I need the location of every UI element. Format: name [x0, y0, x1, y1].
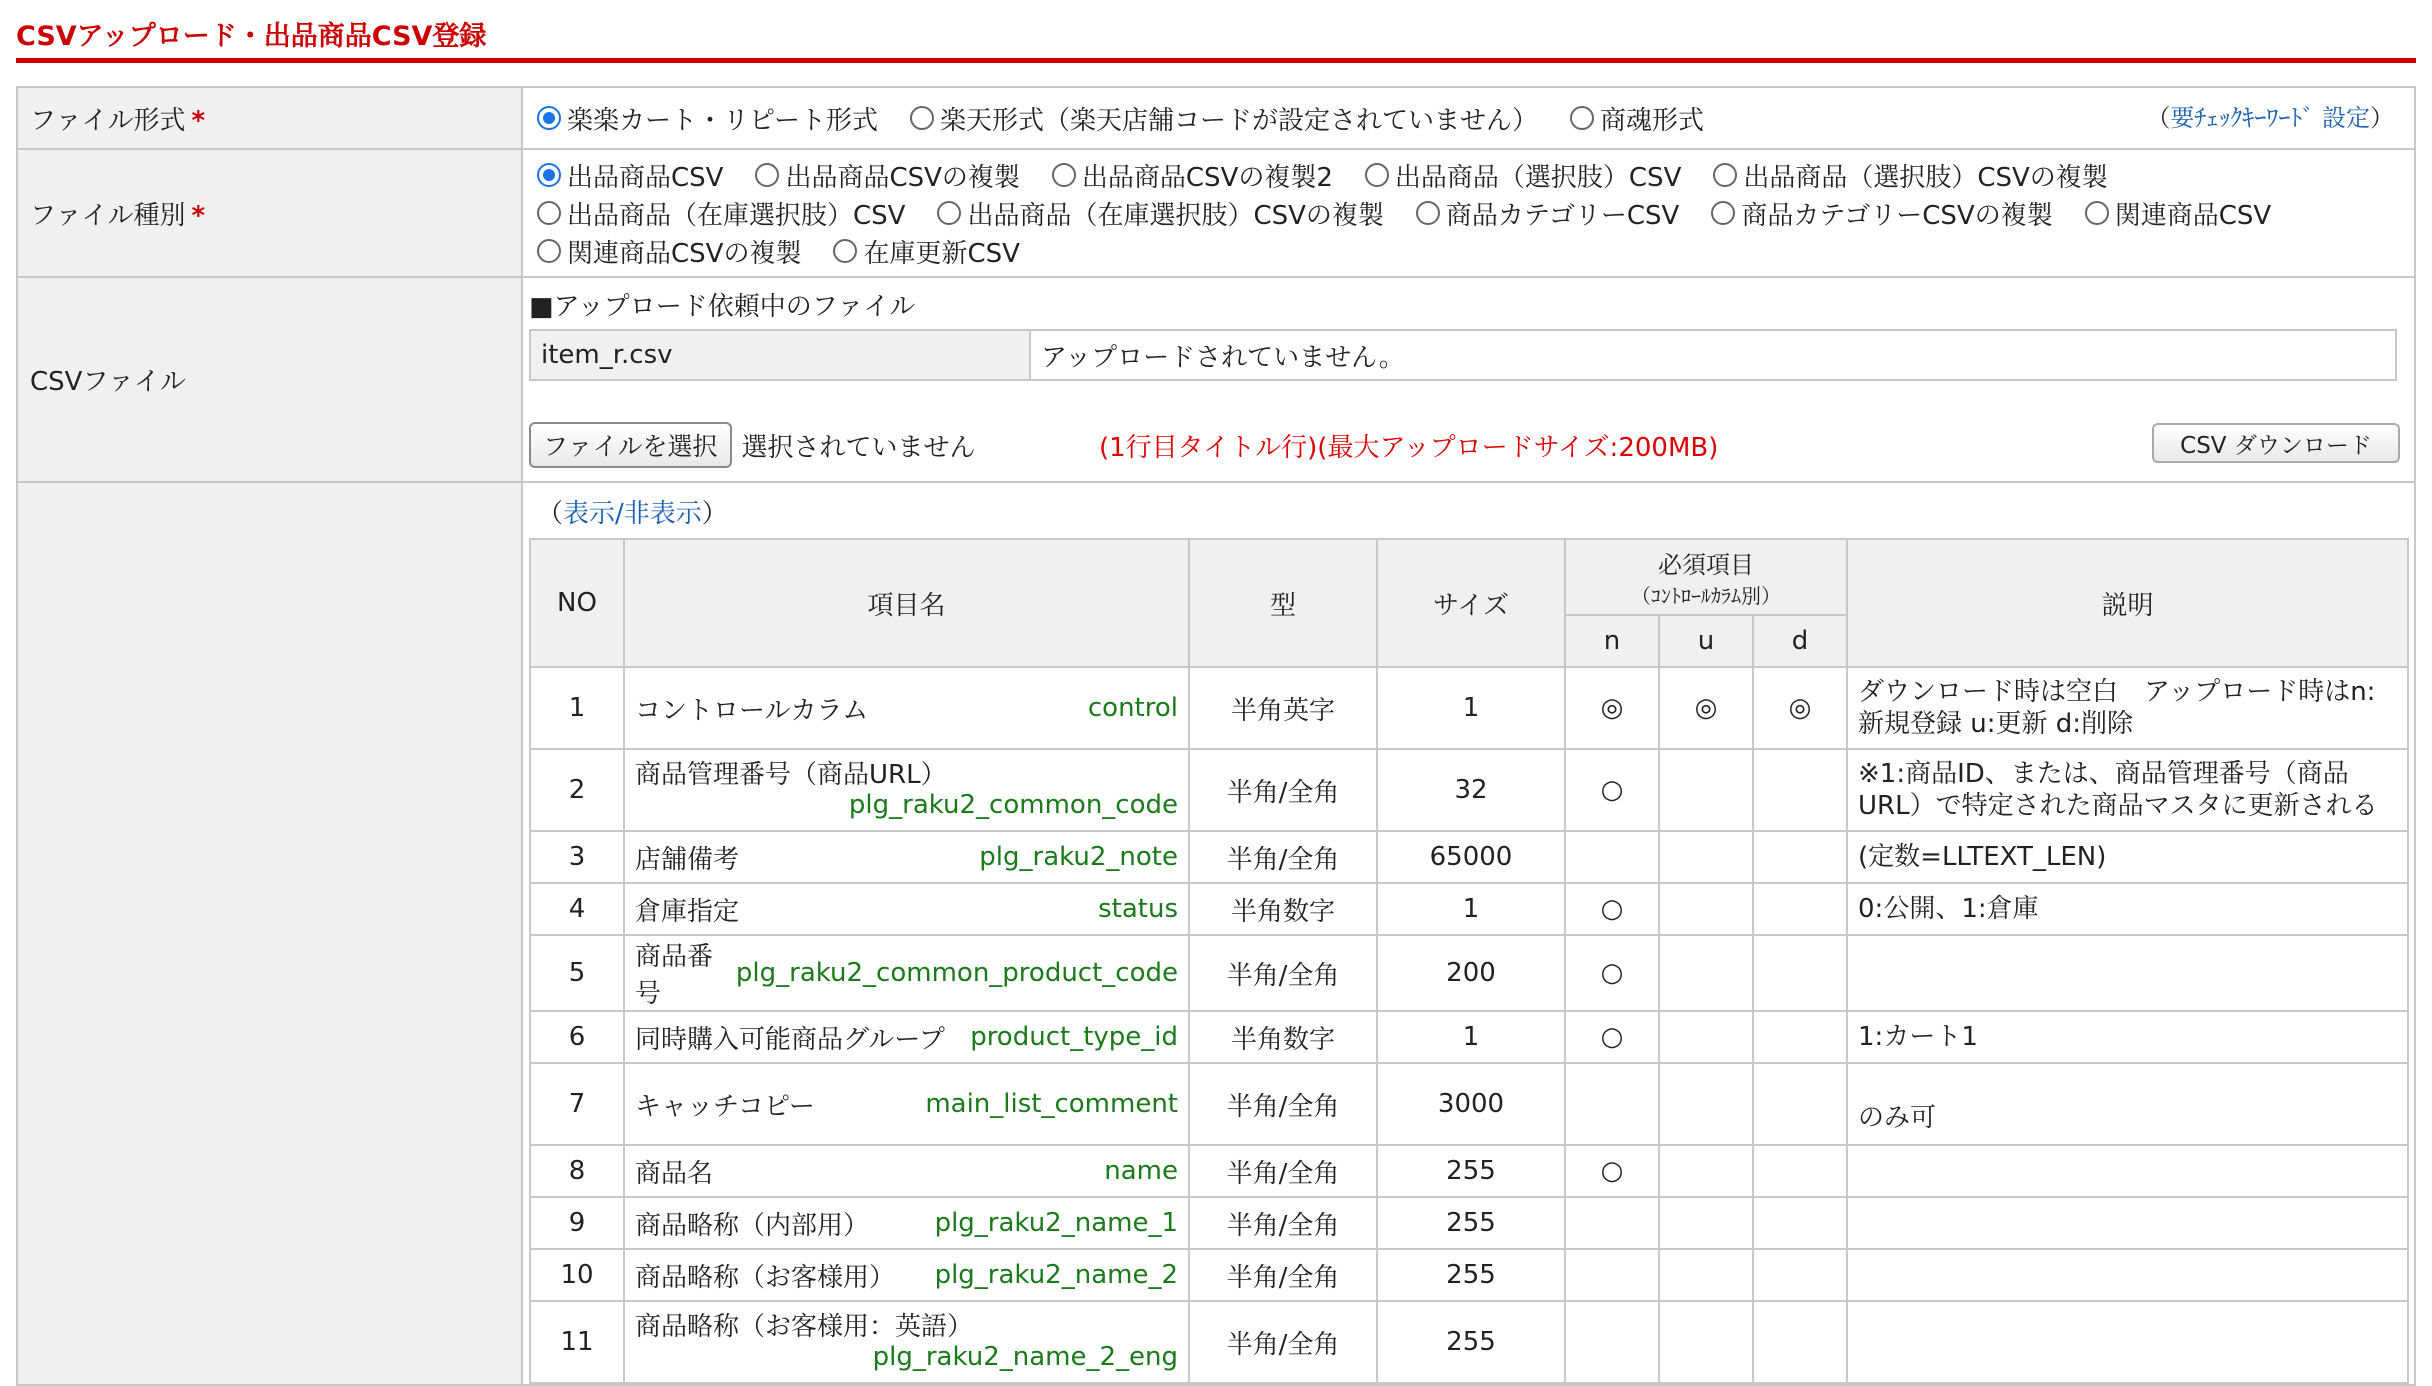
row-item-name	[624, 1145, 1189, 1197]
table-row	[530, 667, 2408, 749]
header-d: d	[1753, 615, 1847, 667]
radio-icon[interactable]	[910, 106, 934, 130]
row-size: 65000	[1377, 831, 1565, 883]
row-no: 8	[530, 1145, 624, 1197]
row-description	[1847, 1145, 2408, 1197]
row-required-d	[1753, 935, 1847, 1011]
file-type-option-stock-choice-csv[interactable]	[537, 195, 905, 232]
csv-file-label: CSVファイル	[17, 277, 522, 482]
pending-file-status: アップロードされていません。	[1030, 330, 2396, 380]
row-required-n: ◎	[1565, 667, 1659, 749]
row-no: 11	[530, 1301, 624, 1383]
file-chooser-row	[529, 421, 2406, 469]
row-description	[1847, 935, 2408, 1011]
row-no: 5	[530, 935, 624, 1011]
row-description: ※1:商品ID、または、商品管理番号（商品URL）で特定された商品マスタに更新される	[1847, 749, 2408, 831]
header-no: NO	[530, 539, 624, 667]
row-required-u	[1659, 935, 1753, 1011]
row-size: 255	[1377, 1145, 1565, 1197]
row-required-d	[1753, 883, 1847, 935]
radio-selected-icon[interactable]	[537, 106, 561, 130]
csv-download-button[interactable]: CSV ダウンロード	[2152, 423, 2400, 463]
row-required-n: ○	[1565, 935, 1659, 1011]
file-format-option-shokon[interactable]	[1570, 100, 1704, 137]
item-label: コントロールカラム	[635, 695, 869, 726]
option-label: 楽楽カート・リピート形式	[567, 105, 878, 136]
radio-icon[interactable]	[1365, 163, 1389, 187]
option-label: 出品商品（選択肢）CSV	[1394, 162, 1682, 193]
row-item-name	[624, 1011, 1189, 1063]
pending-heading: ■アップロード依頼中のファイル	[529, 292, 916, 322]
paren-open: （	[537, 499, 564, 529]
file-type-options	[522, 149, 2415, 277]
row-no: 2	[530, 749, 624, 831]
row-required-u	[1659, 749, 1753, 831]
file-type-option-stock-update-csv[interactable]	[833, 233, 1019, 270]
option-label: 出品商品CSV	[567, 162, 724, 193]
row-required-d: ◎	[1753, 667, 1847, 749]
file-format-label-text: ファイル形式	[30, 105, 186, 136]
item-label: 商品略称（お客様用）	[635, 1262, 896, 1293]
file-type-option-category-csv[interactable]	[1416, 195, 1679, 232]
column-name: status	[1098, 894, 1178, 924]
row-required-d	[1753, 749, 1847, 831]
row-item-name	[624, 883, 1189, 935]
file-format-option-repeat[interactable]	[537, 100, 878, 137]
row-type: 半角/全角	[1189, 1197, 1377, 1249]
pending-file-table	[529, 329, 2397, 381]
row-required-u: ◎	[1659, 667, 1753, 749]
row-required-n	[1565, 1063, 1659, 1145]
row-required-n	[1565, 1249, 1659, 1301]
paren-close: ）	[701, 499, 728, 529]
item-label: 店舗備考	[635, 844, 740, 875]
table-row	[530, 1197, 2408, 1249]
table-row	[530, 831, 2408, 883]
upload-form-table	[16, 86, 2416, 1386]
row-required-n: ○	[1565, 883, 1659, 935]
table-row	[530, 749, 2408, 831]
file-type-option-item-csv[interactable]	[537, 157, 723, 194]
column-name: plg_raku2_note	[979, 842, 1178, 872]
row-size: 1	[1377, 883, 1565, 935]
item-label: 商品略称（内部用）	[635, 1210, 870, 1241]
row-required-d	[1753, 1145, 1847, 1197]
row-type: 半角数字	[1189, 883, 1377, 935]
row-description	[1847, 1197, 2408, 1249]
item-label: 商品略称（お客様用：英語）	[635, 1312, 974, 1342]
item-label: 商品番号	[635, 942, 714, 1009]
row-required-n	[1565, 1301, 1659, 1383]
option-label: 出品商品（在庫選択肢）CSVの複製	[967, 200, 1384, 231]
file-type-option-item-csv-copy2[interactable]	[1052, 157, 1333, 194]
row-description: ダウンロード時は空白 アップロード時はn:新規登録 u:更新 d:削除	[1847, 667, 2408, 749]
option-label: 商品カテゴリーCSVの複製	[1741, 200, 2053, 231]
option-label: 楽天形式（楽天店舗コードが設定されていません）	[939, 105, 1538, 136]
row-no: 6	[530, 1011, 624, 1063]
file-type-option-related-csv[interactable]	[2085, 195, 2271, 232]
row-size: 32	[1377, 749, 1565, 831]
row-item-name	[624, 1301, 1189, 1383]
row-required-u	[1659, 1249, 1753, 1301]
column-name: product_type_id	[970, 1022, 1178, 1052]
file-format-row	[17, 87, 2415, 149]
table-row	[530, 1011, 2408, 1063]
row-item-name	[624, 1249, 1189, 1301]
row-item-name	[624, 667, 1189, 749]
row-no: 1	[530, 667, 624, 749]
file-type-option-item-csv-copy[interactable]	[755, 157, 1019, 194]
title-divider	[16, 58, 2416, 63]
row-required-u	[1659, 1011, 1753, 1063]
row-required-n: ○	[1565, 1011, 1659, 1063]
column-name: plg_raku2_name_2_eng	[872, 1342, 1178, 1372]
table-row	[530, 935, 2408, 1011]
radio-icon[interactable]	[2085, 201, 2109, 225]
row-no: 10	[530, 1249, 624, 1301]
file-type-option-choice-csv[interactable]	[1365, 157, 1681, 194]
row-required-n	[1565, 1197, 1659, 1249]
row-required-n: ○	[1565, 749, 1659, 831]
radio-icon[interactable]	[937, 201, 961, 225]
file-format-option-rakuten[interactable]	[910, 100, 1538, 137]
row-description	[1847, 1249, 2408, 1301]
item-label: 商品管理番号（商品URL）	[635, 760, 947, 790]
column-name: plg_raku2_name_1	[934, 1208, 1178, 1238]
file-format-options	[522, 87, 2415, 149]
row-type: 半角英字	[1189, 667, 1377, 749]
row-size: 1	[1377, 1011, 1565, 1063]
row-required-d	[1753, 1249, 1847, 1301]
row-required-u	[1659, 1301, 1753, 1383]
radio-icon[interactable]	[1713, 163, 1737, 187]
page-title: CSVアップロード・出品商品CSV登録	[16, 21, 487, 52]
row-item-name	[624, 831, 1189, 883]
row-type: 半角/全角	[1189, 1249, 1377, 1301]
radio-selected-icon[interactable]	[537, 163, 561, 187]
radio-icon[interactable]	[537, 201, 561, 225]
csv-file-section	[522, 277, 2415, 482]
row-description: 1:カート1	[1847, 1011, 2408, 1063]
show-hide-link[interactable]: 表示/非表示	[563, 499, 702, 529]
file-type-option-choice-csv-copy[interactable]	[1713, 157, 2107, 194]
table-row	[530, 1301, 2408, 1383]
spec-label-cell	[17, 482, 522, 1385]
option-label: 出品商品（在庫選択肢）CSV	[567, 200, 906, 231]
column-name: main_list_comment	[925, 1089, 1178, 1119]
item-label: 倉庫指定	[635, 896, 740, 927]
option-label: 出品商品CSVの複製	[785, 162, 1020, 193]
file-format-label	[17, 87, 522, 149]
column-name: name	[1104, 1156, 1178, 1186]
row-required-d	[1753, 831, 1847, 883]
row-item-name	[624, 749, 1189, 831]
show-hide-toggle	[537, 493, 2406, 530]
radio-icon[interactable]	[1711, 201, 1735, 225]
row-required-n	[1565, 831, 1659, 883]
option-label: 関連商品CSVの複製	[567, 238, 802, 269]
spec-row	[17, 482, 2415, 1385]
row-description	[1847, 1301, 2408, 1383]
table-row	[530, 1145, 2408, 1197]
csv-file-row	[17, 277, 2415, 482]
row-required-u	[1659, 1145, 1753, 1197]
row-type: 半角数字	[1189, 1011, 1377, 1063]
header-required-sub: （ｺﾝﾄﾛｰﾙｶﾗﾑ別）	[1631, 584, 1781, 608]
row-no: 9	[530, 1197, 624, 1249]
row-required-u	[1659, 883, 1753, 935]
row-required-u	[1659, 831, 1753, 883]
item-label: 同時購入可能商品グループ	[635, 1024, 945, 1055]
row-item-name	[624, 935, 1189, 1011]
row-description: 0:公開、1:倉庫	[1847, 883, 2408, 935]
header-required	[1565, 539, 1847, 615]
no-file-selected-text: 選択されていません	[741, 432, 976, 463]
row-size: 255	[1377, 1197, 1565, 1249]
table-row	[530, 1249, 2408, 1301]
row-item-name	[624, 1063, 1189, 1145]
row-size: 3000	[1377, 1063, 1565, 1145]
row-size: 200	[1377, 935, 1565, 1011]
file-type-option-category-csv-copy[interactable]	[1711, 195, 2052, 232]
column-name: plg_raku2_common_product_code	[735, 958, 1178, 988]
check-keyword-setting	[2146, 98, 2394, 133]
row-required-u	[1659, 1063, 1753, 1145]
file-type-option-stock-choice-csv-copy[interactable]	[937, 195, 1383, 232]
header-n: n	[1565, 615, 1659, 667]
required-mark: *	[191, 200, 206, 231]
file-type-option-related-csv-copy[interactable]	[537, 233, 801, 270]
row-required-d	[1753, 1301, 1847, 1383]
header-size: サイズ	[1377, 539, 1565, 667]
radio-icon[interactable]	[537, 239, 561, 263]
option-label: 出品商品（選択肢）CSVの複製	[1743, 162, 2108, 193]
row-type: 半角/全角	[1189, 749, 1377, 831]
file-type-label-text: ファイル種別	[30, 200, 186, 231]
header-item-name: 項目名	[624, 539, 1189, 667]
row-no: 3	[530, 831, 624, 883]
option-label: 関連商品CSV	[2114, 200, 2272, 231]
csv-spec-table	[529, 538, 2409, 1384]
column-name: plg_raku2_name_2	[934, 1260, 1178, 1290]
radio-icon[interactable]	[755, 163, 779, 187]
file-type-label	[17, 149, 522, 277]
radio-icon[interactable]	[1416, 201, 1440, 225]
header-description: 説明	[1847, 539, 2408, 667]
column-name: control	[1087, 693, 1178, 723]
required-mark: *	[191, 105, 206, 136]
radio-icon[interactable]	[1570, 106, 1594, 130]
row-required-d	[1753, 1063, 1847, 1145]
row-required-n: ○	[1565, 1145, 1659, 1197]
row-type: 半角/全角	[1189, 831, 1377, 883]
item-label: 商品名	[635, 1158, 714, 1189]
header-type: 型	[1189, 539, 1377, 667]
paren-open: （	[2146, 104, 2171, 132]
item-label: キャッチコピー	[635, 1091, 815, 1122]
table-row	[530, 1063, 2408, 1145]
row-required-d	[1753, 1011, 1847, 1063]
option-label: 商品カテゴリーCSV	[1445, 200, 1680, 231]
option-label: 在庫更新CSV	[863, 238, 1020, 269]
header-required-text: 必須項目	[1658, 551, 1754, 579]
spec-section	[522, 482, 2415, 1385]
row-description: (定数=LLTEXT_LEN)	[1847, 831, 2408, 883]
row-type: 半角/全角	[1189, 935, 1377, 1011]
row-description: のみ可	[1847, 1063, 2408, 1145]
radio-icon[interactable]	[1052, 163, 1076, 187]
radio-icon[interactable]	[833, 239, 857, 263]
option-label: 出品商品CSVの複製2	[1081, 162, 1333, 193]
row-no: 7	[530, 1063, 624, 1145]
pending-file-name: item_r.csv	[530, 330, 1030, 380]
check-keyword-link[interactable]: 要ﾁｪｯｸｷｰﾜｰﾄﾞ 設定	[2170, 104, 2370, 132]
row-type: 半角/全角	[1189, 1301, 1377, 1383]
row-required-d	[1753, 1197, 1847, 1249]
row-no: 4	[530, 883, 624, 935]
upload-size-note: (1行目タイトル行)(最大アップロードサイズ:200MB)	[1099, 432, 1719, 463]
paren-close: ）	[2370, 104, 2394, 132]
row-item-name	[624, 1197, 1189, 1249]
row-size: 255	[1377, 1249, 1565, 1301]
row-required-u	[1659, 1197, 1753, 1249]
row-type: 半角/全角	[1189, 1063, 1377, 1145]
row-size: 1	[1377, 667, 1565, 749]
file-type-row	[17, 149, 2415, 277]
column-name: plg_raku2_common_code	[848, 790, 1178, 820]
row-size: 255	[1377, 1301, 1565, 1383]
row-type: 半角/全角	[1189, 1145, 1377, 1197]
option-label: 商魂形式	[1599, 105, 1704, 136]
header-u: u	[1659, 615, 1753, 667]
choose-file-button[interactable]: ファイルを選択	[529, 422, 732, 468]
table-row	[530, 883, 2408, 935]
